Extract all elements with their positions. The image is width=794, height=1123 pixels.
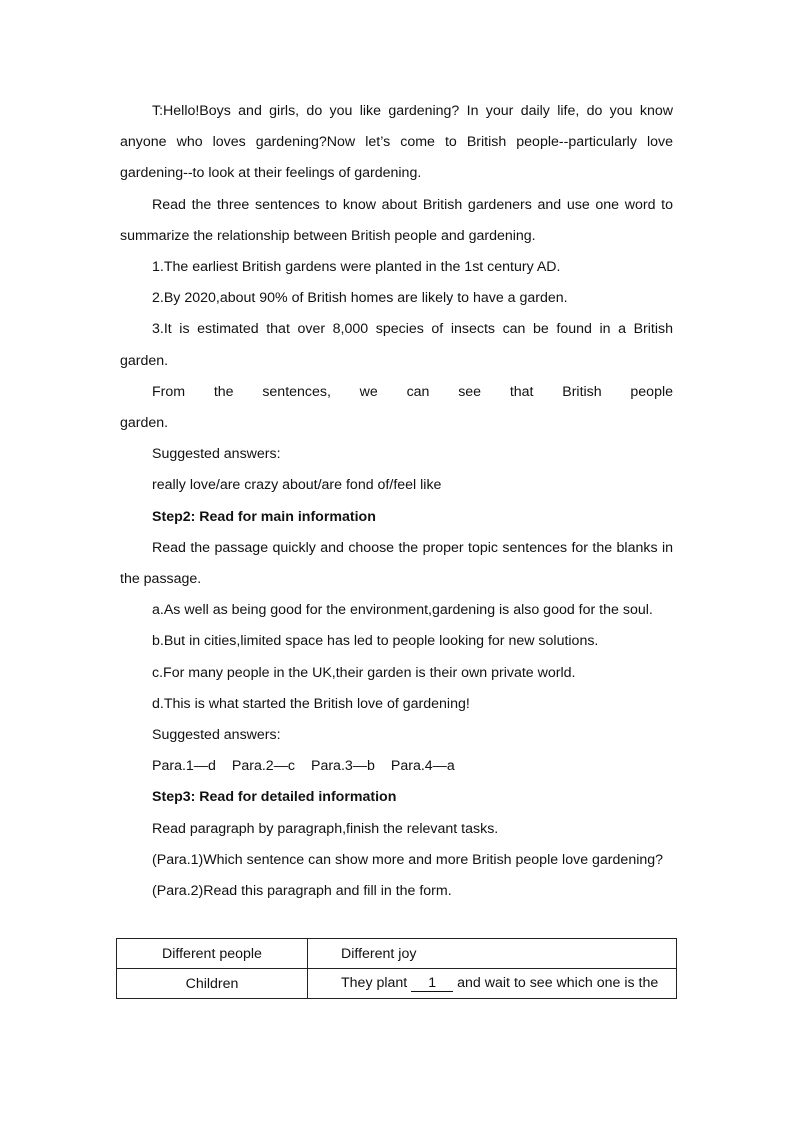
answer-para-3: Para.3—b <box>310 758 375 775</box>
topic-sentence-d: d.This is what started the British love of gardening! <box>152 695 470 712</box>
step2-suggested-label: Suggested answers: <box>152 727 281 744</box>
step3-heading: Step3: Read for detailed information <box>152 789 397 806</box>
suggested-answer: really love/are crazy about/are fond of/feel like <box>152 477 442 494</box>
step3-instruction: Read paragraph by paragraph,finish the relevant tasks. <box>152 820 499 837</box>
cell-children-joy <box>308 969 677 999</box>
topic-sentence-b: b.But in cities,limited space has led to people looking for new solutions. <box>152 633 599 650</box>
header-different-joy: Different joy <box>308 939 677 969</box>
suggested-answers-label: Suggested answers: <box>152 446 281 463</box>
from-sentence-line: From the sentences, we can see that British people <box>152 383 673 400</box>
sentence-3: 3.It is estimated that over 8,000 species of insects can be found in a British garden. <box>120 321 673 369</box>
joy-text-end: and wait to see which one is the <box>457 975 659 991</box>
from-sentence-end: garden. <box>120 415 169 432</box>
step2-instruction: Read the passage quickly and choose the proper topic sentences for the blanks in the passage. <box>120 539 673 588</box>
joy-text-start: They plant <box>341 975 408 991</box>
step2-answers <box>120 751 673 782</box>
header-different-people: Different people <box>117 939 308 969</box>
intro-paragraph: T:Hello!Boys and girls, do you like gardening? In your daily life, do you know anyone who loves gardening?Now let’s come to British people--particularly love gardening--to look at their feelings of gardening. <box>120 103 673 182</box>
question-para-2: (Para.2)Read this paragraph and fill in the form. <box>152 883 452 900</box>
step2-heading: Step2: Read for main information <box>152 508 376 525</box>
blank-1[interactable]: 1 <box>411 976 453 992</box>
table-row <box>117 939 677 969</box>
sentence-2: 2.By 2020,about 90% of British homes are likely to have a garden. <box>152 290 568 307</box>
question-para-1: (Para.1)Which sentence can show more and more British people love gardening? <box>152 851 664 868</box>
document-body <box>120 96 673 907</box>
topic-sentence-a: a.As well as being good for the environment,gardening is also good for the soul. <box>152 602 653 619</box>
sentence-1: 1.The earliest British gardens were planted in the 1st century AD. <box>152 259 561 276</box>
cell-children: Children <box>117 969 308 999</box>
answer-para-2: Para.2—c <box>231 758 295 775</box>
answer-para-4: Para.4—a <box>390 758 455 775</box>
answer-para-1: Para.1—d <box>152 758 216 775</box>
instruction-paragraph: Read the three sentences to know about British gardeners and use one word to summarize the relationship between British people and gardening. <box>120 196 673 244</box>
topic-sentence-c: c.For many people in the UK,their garden is their own private world. <box>152 664 576 681</box>
joy-form-table <box>116 938 677 999</box>
table-row <box>117 969 677 999</box>
